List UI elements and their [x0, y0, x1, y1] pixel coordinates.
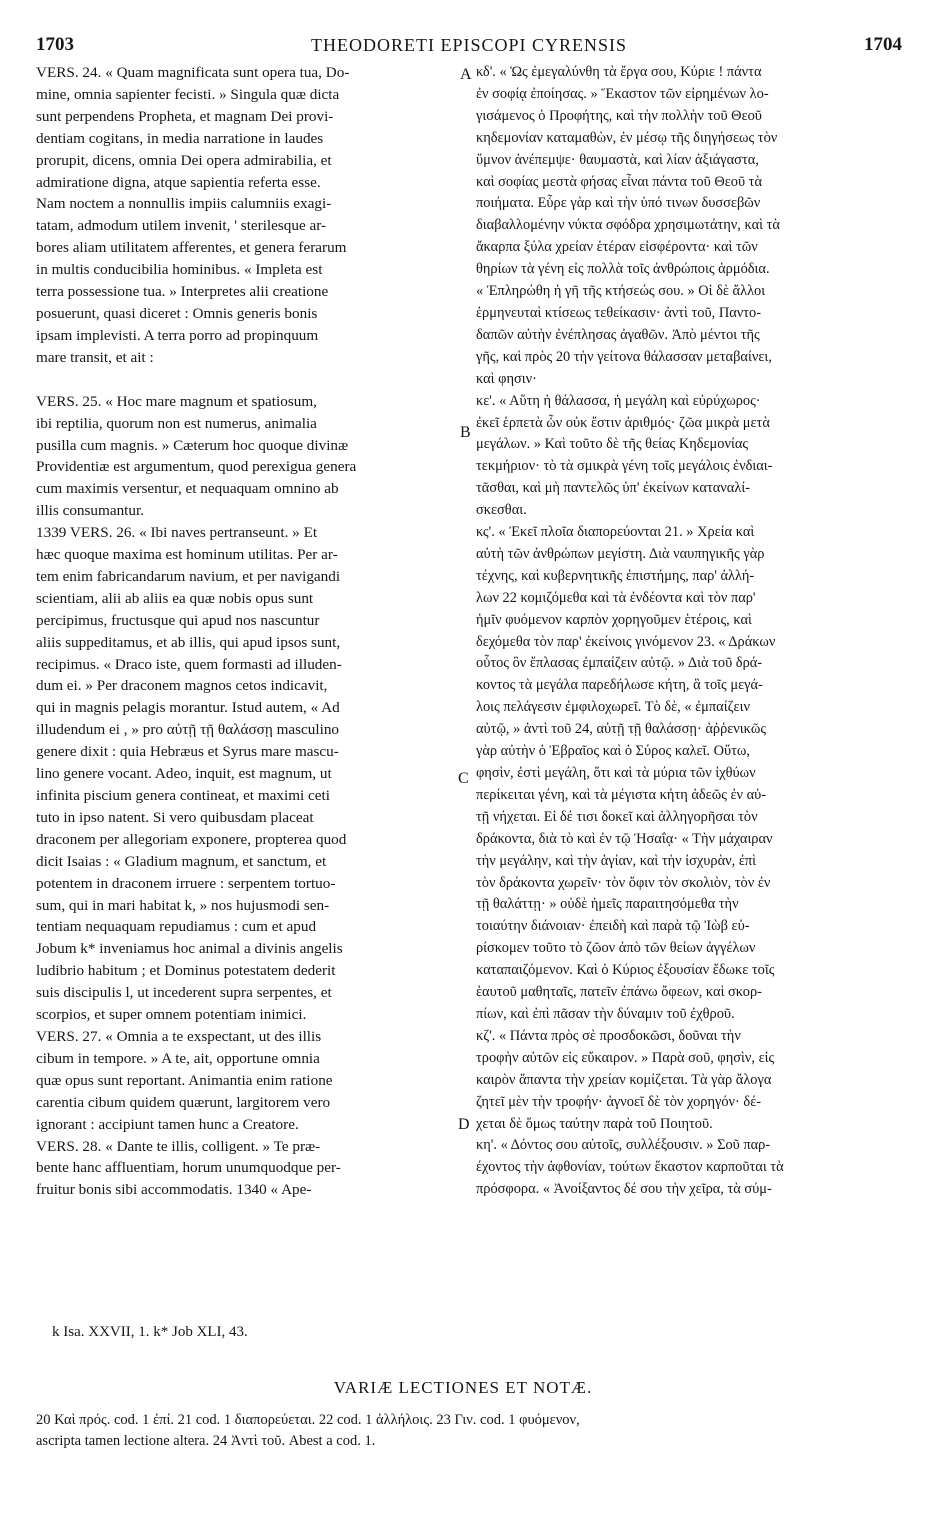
text-line: πρόσφορα. « Ἀνοίξαντος δέ σου τὴν χεῖρα, τὰ σύμ- [476, 1181, 772, 1198]
text-line: ἡμῖν φυόμενον καρπὸν χορηγοῦμεν ἑτέροις, καὶ [476, 611, 752, 628]
text-line: draconem per allegoriam exponere, propterea quod [36, 830, 347, 848]
text-line: ἄκαρπα ξύλα χρείαν ἑτέραν εἰσφέροντα· καὶ τῶν [476, 239, 758, 256]
text-line: aliis suppeditamus, et ab illis, qui apud ipsos sunt, [36, 633, 341, 651]
text-line: καὶ σοφίας μεστὰ φήσας εἶναι πάντα τοῦ Θεοῦ τὰ [476, 173, 762, 190]
text-line: τὴν μεγάλην, καὶ τὴν ἁγίαν, καὶ τὴν ἰσχυρὰν, ἐπὶ [476, 852, 756, 869]
text-line: ρίσκομεν τοῦτο τὸ ζῶον ἀπὸ τῶν θείων ἀγγέλων [476, 940, 756, 957]
text-line: potentem in draconem irruere : serpentem tortuo- [36, 874, 336, 892]
text-line: τέχνης, καὶ κυβερνητικῆς ἐπιστήμης, παρ' ἀλλή- [476, 567, 755, 584]
text-line: δαπῶν αὐτὴν ἐνέπλησας ἀγαθῶν. Ἀπὸ μέντοι τῆς [476, 326, 760, 343]
text-line: οὗτος ὃν ἔπλασας ἐμπαίζειν αὐτῷ. » Διὰ τοῦ δρά- [476, 655, 763, 672]
text-line: κδ'. « Ὡς ἐμεγαλύνθη τὰ ἔργα σου, Κύριε ! πάντα [476, 64, 762, 80]
text-line: κς'. « Ἐκεῖ πλοῖα διαπορεύονται 21. » Χρεία καὶ [476, 524, 755, 541]
text-line: Nam noctem a nonnullis impiis calumniis exagi- [36, 195, 332, 213]
text-line: καιρὸν ἅπαντα τὴν χρείαν κομίζεται. Τὰ γὰρ ἄλογα [476, 1071, 772, 1088]
text-line: δεχόμεθα τὸν παρ' ἐκείνοις γινόμενον 23. « Δράκων [476, 633, 776, 650]
text-line: scientiam, alii ab aliis ea quæ nobis opus sunt [36, 589, 314, 607]
text-line: λοις πελάγεσιν ἐμφιλοχωρεῖ. Τὸ δὲ, « ἐμπαίζειν [476, 699, 750, 716]
text-line: bores aliam utilitatem afferentes, et genera ferarum [36, 239, 347, 257]
text-line: δράκοντα, διὰ τὸ καὶ ἐν τῷ Ἡσαΐᾳ· « Τὴν μάχαιραν [476, 830, 773, 847]
text-line: περίκειται γένη, καὶ τὰ μέγιστα κήτη ἀδεῶς ἐν αὐ- [476, 786, 767, 803]
text-line: dum ei. » Per draconem magnos cetos indicavit, [36, 677, 328, 695]
text-line: qui in magnis pelagis morantur. Istud autem, « Ad [36, 699, 340, 717]
text-line: σκεσθαι. [476, 502, 527, 519]
text-line: percipimus, fructusque qui apud nos nascuntur [36, 611, 320, 629]
text-line: ignorant : accipiunt tamen hunc a Creatore. [36, 1115, 299, 1133]
margin-marker-b: B [460, 424, 471, 441]
text-line: cibum in tempore. » A te, ait, opportune omnia [36, 1049, 320, 1067]
text-line: θηρίων τὰ γένη εἰς πολλὰ τοῖς ἀνθρώποις ἁρμόδια. [476, 261, 770, 278]
text-line: in multis conducibilia hominibus. « Impleta est [36, 261, 323, 279]
text-line: cum maximis versentur, et nequaquam omnino ab [36, 480, 339, 498]
text-line: illis consumantur. [36, 502, 144, 520]
variants-heading: VARIÆ LECTIONES ET NOTÆ. [333, 1378, 593, 1397]
text-line: VERS. 27. « Omnia a te exspectant, ut des illis [36, 1027, 322, 1045]
text-line: κε'. « Αὕτη ἡ θάλασσα, ἡ μεγάλη καὶ εὐρύχωρος· [476, 392, 761, 409]
text-line: χεται δὲ ὅμως ταύτην παρὰ τοῦ Ποιητοῦ. [476, 1115, 713, 1132]
text-line: hæc quoque maxima est hominum utilitas. Per ar- [36, 546, 338, 564]
text-line: tatam, admodum utilem invenit, ' sterilesque ar- [36, 217, 327, 235]
text-line: mare transit, et ait : [36, 348, 154, 366]
text-line: pusilla cum magnis. » Cæterum hoc quoque divinæ [36, 436, 349, 454]
text-line: ὕμνον ἀνέπεμψε· θαυμαστὰ, καὶ λίαν ἀξιάγαστα, [476, 151, 759, 168]
text-line: VERS. 28. « Dante te illis, colligent. » Te præ- [36, 1137, 321, 1155]
text-line: ludibrio habitum ; et Dominus potestatem dederit [36, 962, 336, 980]
text-line: ipsam implevisti. A terra porro ad propinquum [36, 326, 319, 344]
text-line: 1339 VERS. 26. « Ibi naves pertranseunt. » Et [36, 524, 318, 542]
text-line: suis discipulis l, ut incederent supra serpentes, et [36, 984, 332, 1002]
variant-line: ascripta tamen lectione altera. 24 Ἀντὶ τοῦ. Abest a cod. 1. [36, 1433, 376, 1449]
text-line: terra possessione tua. » Interpretes alii creatione [36, 283, 329, 301]
text-line: sunt perpendens Propheta, et magnam Dei provi- [36, 107, 334, 125]
text-line: tentiam nequaquam repudiamus : cum et apud [36, 918, 317, 936]
footnotes: k Isa. XXVII, 1. k* Job XLI, 43. [52, 1324, 248, 1340]
text-line: lino genere vocant. Adeo, inquit, est magnum, ut [36, 765, 332, 783]
margin-marker-a: A [460, 66, 472, 83]
text-line: διαβαλλομένην νύκτα σφόδρα χρησιμωτάτην, καὶ τὰ [476, 217, 780, 234]
text-line: τεκμήριον· τὸ τὰ σμικρὰ γένη τοῖς μεγάλοις ἐνδιαι- [476, 458, 773, 475]
text-line: Providentiæ est argumentum, quod perexigua genera [36, 458, 357, 476]
text-line: γῆς, καὶ πρὸς 20 τὴν γείτονα θάλασσαν μεταβαίνει, [476, 348, 772, 365]
text-line: κοντος τὰ μεγάλα παρεδήλωσε κήτη, ἃ τοῖς μεγά- [476, 677, 763, 694]
text-line: « Ἐπληρώθη ἡ γῆ τῆς κτήσεώς σου. » Οἱ δὲ ἄλλοι [476, 283, 766, 300]
text-line: φησὶν, ἐστὶ μεγάλη, ὅτι καὶ τὰ μύρια τῶν ἰχθύων [476, 765, 756, 781]
text-line: τροφὴν αὐτῶν εἰς εὔκαιρον. » Παρὰ σοῦ, φησὶν, εἰς [476, 1049, 775, 1066]
text-line: ἐν σοφίᾳ ἐποίησας. » Ἕκαστον τῶν εἰρημένων λο- [476, 85, 769, 102]
text-line: genere dixit : quia Hebræus et Syrus mare mascu- [36, 743, 339, 761]
text-line: κηδεμονίαν καταμαθὼν, ἐν μέσῳ τῆς διηγήσεως τὸν [476, 129, 778, 146]
text-line: illudendum ei , » pro αὐτῇ τῇ θαλάσσῃ masculino [36, 721, 340, 739]
text-line: prorupit, dicens, omnia Dei opera admirabilia, et [36, 151, 332, 169]
text-line: infinita piscium genera contineat, et maximi ceti [36, 787, 330, 804]
text-line: fruitur bonis sibi accommodatis. 1340 « Ape- [36, 1181, 312, 1199]
page-header [36, 34, 902, 58]
latin-column [36, 62, 454, 1201]
text-line: sum, qui in mari habitat k, » nos hujusmodi sen- [36, 896, 330, 914]
text-line: dentiam cogitans, in media narratione in laudes [36, 129, 324, 147]
text-line: bente hanc affluentiam, horum unumquodque per- [36, 1159, 341, 1177]
variant-line: 20 Καὶ πρός. cod. 1 ἐπί. 21 cod. 1 διαπορεύεται. 22 cod. 1 ἀλλήλοις. 23 Γιν. cod. 1 φυόμενον, [36, 1412, 580, 1428]
text-line: tem enim fabricandarum navium, et per navigandi [36, 567, 341, 585]
text-line: dicit Isaias : « Gladium magnum, et sanctum, et [36, 852, 327, 870]
text-line: VERS. 24. « Quam magnificata sunt opera tua, Do- [36, 64, 350, 81]
text-line: ibi reptilia, quorum non est numerus, animalia [36, 414, 317, 432]
margin-marker-d: D [458, 1116, 470, 1133]
text-line: τᾶσθαι, καὶ μὴ παντελῶς ὑπ' ἐκείνων καταναλί- [476, 480, 750, 497]
text-line: τῇ νήχεται. Εἰ δέ τισι δοκεῖ καὶ ἀλληγορῆσαι τὸν [476, 808, 758, 825]
text-line: VERS. 25. « Hoc mare magnum et spatiosum, [36, 392, 317, 410]
text-line: ζητεῖ μὲν τὴν τροφήν· ἀγνοεῖ δὲ τὸν χορηγόν· δέ- [476, 1093, 762, 1110]
text-line: ποιήματα. Εὗρε γὰρ καὶ τὴν ὑπό τινων δυσσεβῶν [476, 195, 761, 212]
text-line: καὶ φησιν· [476, 370, 537, 387]
page-number-right: 1704 [864, 34, 902, 55]
page-number-left: 1703 [36, 34, 74, 55]
text-line: κζ'. « Πάντα πρὸς σὲ προσδοκῶσι, δοῦναι τὴν [476, 1027, 741, 1044]
text-line: ἐκεῖ ἑρπετὰ ὧν οὐκ ἔστιν ἀριθμός· ζῶα μικρὰ μετὰ [476, 414, 770, 431]
text-line: έχοντος τὴν ἀφθονίαν, τούτων ἕκαστον καρποῦται τὰ [476, 1159, 784, 1176]
variant-readings [36, 1410, 894, 1452]
text-line: Jobum k* inveniamus hoc animal a divinis angelis [36, 940, 343, 958]
text-line: λων 22 κομιζόμεθα καὶ τὰ ἐνδέοντα καὶ τὸν παρ' [476, 589, 756, 606]
text-line: posuerunt, quasi diceret : Omnis generis bonis [36, 304, 318, 322]
text-line: ἑαυτοῦ μαθηταῖς, πατεῖν ἐπάνω ὄφεων, καὶ σκορ- [476, 984, 762, 1001]
text-line: πίων, καὶ ἐπὶ πᾶσαν τὴν δύναμιν τοῦ ἐχθροῦ. [476, 1005, 735, 1022]
text-line: καταπαιζόμενον. Καὶ ὁ Κύριος ἐξουσίαν ἔδωκε τοῖς [476, 962, 775, 979]
text-line: γὰρ αὐτὴν ὁ Ἑβραῖος καὶ ὁ Σύρος καλεῖ. Οὕτω, [476, 743, 750, 760]
margin-marker-c: C [458, 770, 469, 787]
text-line: τῇ θαλάττῃ· » οὐδὲ ἡμεῖς παραιτησόμεθα τὴν [476, 896, 739, 913]
text-line: recipimus. « Draco iste, quem formasti ad illuden- [36, 655, 342, 673]
text-line: admiratione digna, atque sapientia referta esse. [36, 173, 321, 191]
text-line: αὐτῷ, » ἀντὶ τοῦ 24, αὐτῇ τῇ θαλάσσῃ· ἀῤῥενικῶς [476, 721, 767, 738]
running-title: THEODORETI EPISCOPI CYRENSIS [310, 35, 628, 55]
text-line: τοιαύτην διάνοιαν· ἐπειδὴ καὶ παρὰ τῷ Ἰὼβ εὑ- [476, 918, 750, 935]
blank-line [36, 369, 454, 391]
greek-column [476, 62, 891, 1201]
text-line: carentia cibum quidem quærunt, largitorem vero [36, 1093, 331, 1111]
text-line: mine, omnia sapienter fecisti. » Singula quæ dicta [36, 85, 340, 103]
text-line: μεγάλων. » Καὶ τοῦτο δὲ τῆς θείας Κηδεμονίας [476, 436, 749, 453]
text-line: τὸν δράκοντα χωρεῖν· τὸν ὄφιν τὸν σκολιὸν, τὸν ἐν [476, 874, 771, 891]
text-line: κη'. « Δόντος σου αὐτοῖς, συλλέξουσιν. » Σοῦ παρ- [476, 1137, 771, 1154]
text-line: scorpios, et super omnem potentiam inimici. [36, 1006, 307, 1024]
text-line: αὐτὴ τῶν ἀνθρώπων μεγίστη. Διὰ ναυπηγικῆς γὰρ [476, 545, 765, 562]
text-line: quæ opus sunt reportant. Animantia enim ratione [36, 1071, 333, 1089]
text-line: γισάμενος ὁ Προφήτης, καὶ τὴν πολλὴν τοῦ Θεοῦ [476, 107, 762, 124]
text-line: tuto in ipso natent. Si vero quibusdam placeat [36, 808, 314, 826]
text-line: ἑρμηνευταὶ κτίσεως τεθείκασιν· ἀντὶ τοῦ, Παντο- [476, 304, 762, 321]
